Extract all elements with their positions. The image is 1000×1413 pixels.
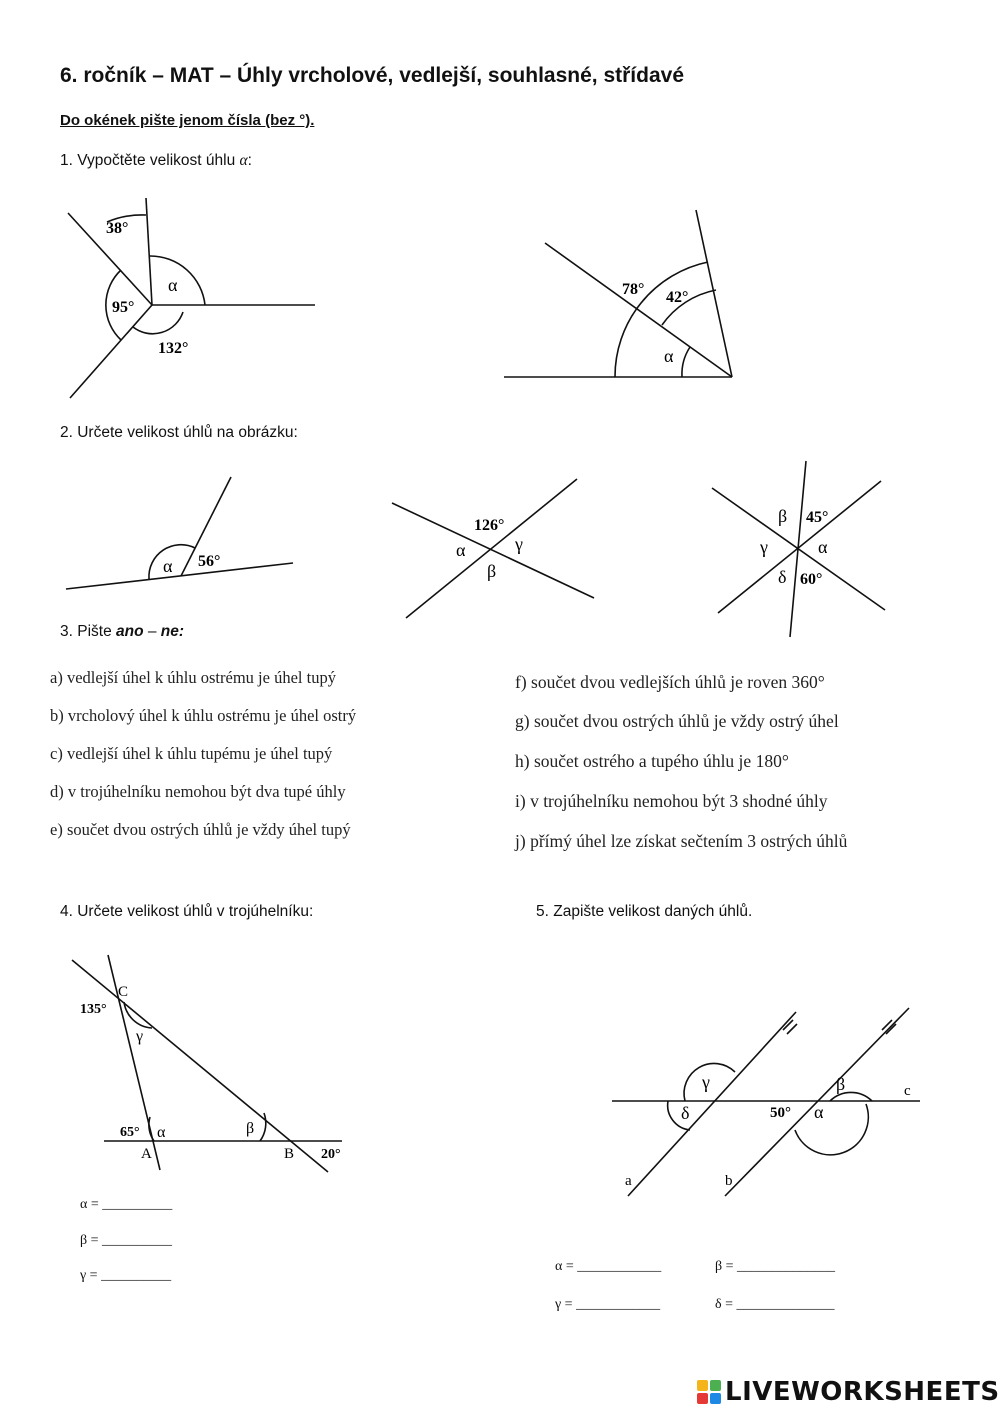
task5-answer-gamma[interactable]: γ = ____________ [555,1297,661,1312]
t1f1-label-38: 38° [106,220,129,237]
t5-label-beta: β [836,1074,846,1094]
logo-icon [697,1380,721,1404]
t4-label-20: 20° [321,1147,341,1162]
statement-b: b) vrcholový úhel k úhlu ostrému je úhel ostrý [50,706,357,725]
t2f3-label-gamma: γ [760,537,768,557]
t2f1-label-alpha: α [163,556,173,576]
task3-heading-text: 3. Pište [60,623,116,640]
task5-heading: 5. Zapište velikost daných úhlů. [536,903,753,920]
t1f1-label-132: 132° [158,340,189,357]
t2f3-label-alpha: α [818,537,828,557]
task3-heading-ano: ano [116,623,144,640]
task4-answer-gamma[interactable]: γ = __________ [80,1268,172,1283]
task1-heading-text: 1. Vypočtěte velikost úhlu [60,152,240,169]
instruction: Do okének pište jenom čísla (bez °). [60,112,315,129]
t4-label-B: B [284,1146,295,1162]
liveworksheets-logo[interactable] [697,1377,1000,1407]
statement-j: j) přímý úhel lze získat sečtením 3 ostrých úhlů [515,831,848,851]
statement-d: d) v trojúhelníku nemohou být dva tupé úhly [50,782,346,801]
t2f1-label-56: 56° [198,553,221,570]
statement-h: h) součet ostrého a tupého úhlu je 180° [515,751,789,771]
t1f2-label-78: 78° [622,281,645,298]
statement-e: e) součet dvou ostrých úhlů je vždy úhel tupý [50,820,351,839]
task1-heading-symbol: α [239,152,248,169]
t1f2-label-42: 42° [666,289,689,306]
statement-g: g) součet dvou ostrých úhlů je vždy ostrý úhel [515,711,839,731]
t5-label-50: 50° [770,1105,791,1121]
task5-figure [612,1008,920,1196]
t5-label-delta: δ [681,1103,690,1123]
t5-label-c: c [904,1083,911,1099]
t5-label-gamma: γ [702,1072,710,1092]
t2f2-label-gamma: γ [515,534,523,554]
task1-heading-suffix: : [247,152,252,169]
page-title: 6. ročník – MAT – Úhly vrcholové, vedlejší, souhlasné, střídavé [60,64,685,87]
task2-figure1 [66,477,293,589]
task2-figure2 [392,479,594,618]
statement-f: f) součet dvou vedlejších úhlů je roven 360° [515,672,825,692]
t4-label-135: 135° [80,1002,107,1017]
task5-answer-alpha[interactable]: α = ____________ [555,1259,662,1274]
statement-c: c) vedlejší úhel k úhlu tupému je úhel tupý [50,744,333,763]
task4-heading: 4. Určete velikost úhlů v trojúhelníku: [60,903,314,920]
t4-label-A: A [141,1146,152,1162]
t4-label-alpha: α [157,1124,166,1141]
task4-answer-beta[interactable]: β = __________ [80,1233,173,1248]
t2f3-label-60: 60° [800,571,823,588]
t1f1-label-95: 95° [112,299,135,316]
logo-text: LIVEWORKSHEETS [725,1377,1000,1407]
t2f2-label-126: 126° [474,517,505,534]
t2f3-label-delta: δ [778,567,787,587]
task3-heading-ne: ne: [160,623,185,640]
t1f2-label-alpha: α [664,346,674,366]
task5-answer-beta[interactable]: β = ______________ [715,1259,836,1274]
task2-figure3 [712,461,885,637]
t4-label-C: C [118,984,129,1000]
t4-label-beta: β [246,1120,255,1137]
t4-label-65: 65° [120,1125,140,1140]
t2f2-label-beta: β [487,561,497,581]
task5-answer-delta[interactable]: δ = ______________ [715,1297,835,1312]
task2-heading: 2. Určete velikost úhlů na obrázku: [60,424,298,441]
statement-a: a) vedlejší úhel k úhlu ostrému je úhel tupý [50,668,336,687]
task3-heading-dash: – [143,623,161,640]
task3-heading [60,623,184,641]
t2f3-label-45: 45° [806,509,829,526]
t1f1-label-alpha: α [168,275,178,295]
t5-label-a: a [625,1173,632,1189]
t4-label-gamma: γ [136,1028,144,1045]
task4-answer-alpha[interactable]: α = __________ [80,1197,173,1212]
task4-figure [72,955,342,1172]
t2f2-label-alpha: α [456,540,466,560]
t5-label-b: b [725,1173,733,1189]
statement-i: i) v trojúhelníku nemohou být 3 shodné úhly [515,791,828,811]
task1-figure2 [504,210,732,377]
t5-label-alpha: α [814,1102,824,1122]
t2f3-label-beta: β [778,506,788,526]
